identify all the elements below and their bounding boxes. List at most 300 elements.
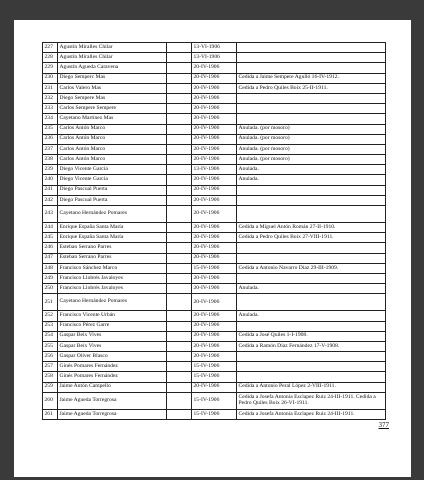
row-date-text: 20-IV-1906 (193, 312, 220, 319)
row-blank (167, 382, 192, 392)
row-name (58, 362, 167, 372)
row-date (192, 321, 237, 331)
row-number-text: 259 (44, 383, 53, 390)
table-row (43, 114, 386, 124)
row-name (58, 206, 167, 223)
row-number (43, 382, 58, 392)
row-blank (167, 73, 192, 83)
row-name (58, 155, 167, 165)
row-number (43, 114, 58, 124)
row-note-text: Anulada. (por mosoro) (238, 155, 290, 162)
row-date-text: 13-VI-1906 (193, 53, 220, 60)
row-date (192, 63, 237, 73)
table-row (43, 144, 386, 154)
document-page (14, 20, 411, 477)
row-date-text: 20-IV-1906 (193, 115, 220, 122)
row-name-text: Ginés Pomares Fernández (59, 363, 118, 370)
row-number (43, 43, 58, 53)
row-name (58, 294, 167, 311)
row-note-text: Cedida a Miguel Antón Román 27-II-1910. (238, 223, 336, 230)
row-date (192, 124, 237, 134)
row-number-text: 232 (44, 94, 53, 101)
row-name-text: Carlos Antón Marco (59, 135, 106, 142)
table-row (43, 341, 386, 351)
row-note-text: Cedida a Pedro Quiles Boix 25-II-1911. (238, 84, 328, 91)
row-date (192, 206, 237, 223)
row-number-text: 249 (44, 274, 53, 281)
row-blank (167, 155, 192, 165)
row-name-text: Gaspar Oliver Blasco (59, 352, 108, 359)
row-name-text: Francisco Llobrés Javaloyes (59, 284, 123, 291)
row-date-text: 20-IV-1906 (193, 176, 220, 183)
row-blank (167, 104, 192, 114)
row-date (192, 195, 237, 205)
row-blank (167, 134, 192, 144)
register-table-body (43, 43, 386, 420)
row-name-text: Francisco Llobrés Javaloyes (59, 274, 123, 281)
row-blank (167, 114, 192, 124)
row-number (43, 83, 58, 93)
row-note (237, 382, 386, 392)
row-note (237, 195, 386, 205)
row-note-text: Anulada. (por mosoro) (238, 125, 290, 132)
row-blank (167, 331, 192, 341)
row-date-text: 15-IV-1906 (193, 410, 220, 417)
row-blank (167, 185, 192, 195)
row-name (58, 284, 167, 294)
row-name (58, 144, 167, 154)
row-date-text: 20-IV-1906 (193, 125, 220, 132)
row-date-text: 20-IV-1906 (193, 322, 220, 329)
row-date (192, 175, 237, 185)
row-note (237, 284, 386, 294)
row-blank (167, 165, 192, 175)
row-date-text: 20-IV-1906 (193, 332, 220, 339)
table-row (43, 185, 386, 195)
table-row (43, 362, 386, 372)
row-number (43, 233, 58, 243)
row-note-text: Cedida a Pedro Quiles Boix 27-VIII-1911. (238, 233, 334, 240)
row-date (192, 233, 237, 243)
row-date-text: 20-IV-1906 (193, 94, 220, 101)
row-number (43, 362, 58, 372)
row-note (237, 104, 386, 114)
row-date-text: 20-IV-1906 (193, 352, 220, 359)
row-name (58, 382, 167, 392)
row-number (43, 284, 58, 294)
row-name (58, 104, 167, 114)
table-row (43, 155, 386, 165)
row-date (192, 144, 237, 154)
row-number (43, 311, 58, 321)
row-note-text: Cedida a Antonio Peral López 2-VIII-1911. (238, 383, 336, 390)
row-name-text: Francisco Sánchez Marco (59, 264, 118, 271)
row-note (237, 165, 386, 175)
row-date (192, 43, 237, 53)
row-number (43, 144, 58, 154)
row-name (58, 372, 167, 382)
row-note (237, 134, 386, 144)
row-number (43, 63, 58, 73)
row-date (192, 372, 237, 382)
row-name (58, 114, 167, 124)
table-row (43, 331, 386, 341)
table-row (43, 243, 386, 253)
table-row (43, 284, 386, 294)
row-name-text: Carlos Antón Marco (59, 125, 106, 132)
row-date (192, 114, 237, 124)
table-row (43, 382, 386, 392)
row-blank (167, 362, 192, 372)
table-row (43, 253, 386, 263)
row-name-text: Francisco Pérez Garre (59, 322, 110, 329)
row-date (192, 223, 237, 233)
row-date (192, 155, 237, 165)
row-name (58, 352, 167, 362)
row-blank (167, 311, 192, 321)
row-number (43, 263, 58, 273)
row-number (43, 155, 58, 165)
row-name (58, 165, 167, 175)
table-row (43, 73, 386, 83)
row-blank (167, 53, 192, 63)
row-date-text: 20-IV-1906 (193, 254, 220, 261)
row-number (43, 134, 58, 144)
table-row (43, 93, 386, 103)
row-date-text: 20-IV-1906 (193, 383, 220, 390)
row-number-text: 235 (44, 125, 53, 132)
row-name-text: Gaspar Beix Vives (59, 332, 102, 339)
row-blank (167, 294, 192, 311)
row-name (58, 83, 167, 93)
row-date (192, 311, 237, 321)
row-number-text: 250 (44, 284, 53, 291)
row-name (58, 392, 167, 409)
row-note (237, 294, 386, 311)
row-name-text: Jaime Agueda Torregrosa (59, 410, 117, 417)
row-note (237, 392, 386, 409)
table-row (43, 43, 386, 53)
row-number-text: 227 (44, 43, 53, 50)
table-row (43, 233, 386, 243)
row-date-text: 13-VI-1906 (193, 43, 220, 50)
row-name-text: Diego Semperc Mas (59, 74, 106, 81)
row-number-text: 240 (44, 176, 53, 183)
table-row (43, 273, 386, 283)
row-date (192, 263, 237, 273)
row-date-text: 20-IV-1906 (193, 104, 220, 111)
row-date (192, 53, 237, 63)
row-note (237, 53, 386, 63)
row-name-text: Carlos Valero Mas (59, 84, 102, 91)
row-note (237, 83, 386, 93)
row-note (237, 341, 386, 351)
table-row (43, 104, 386, 114)
row-date-text: 20-IV-1906 (193, 186, 220, 193)
row-number-text: 248 (44, 264, 53, 271)
row-date-text: 20-IV-1906 (193, 342, 220, 349)
table-row (43, 311, 386, 321)
row-number (43, 185, 58, 195)
table-row (43, 124, 386, 134)
row-name (58, 223, 167, 233)
table-row (43, 195, 386, 205)
row-number (43, 206, 58, 223)
row-number-text: 239 (44, 166, 53, 173)
row-name-text: Cayetano Martínez Mas (59, 115, 114, 122)
row-blank (167, 284, 192, 294)
row-note-text: Anulada. (238, 176, 259, 183)
row-name-text: Esteban Serrano Parres (59, 254, 112, 261)
row-note (237, 273, 386, 283)
table-row (43, 134, 386, 144)
row-date-text: 20-IV-1906 (193, 223, 220, 230)
row-date-text: 15-IV-1906 (193, 397, 220, 404)
row-note-text: Cedida a Josefa Antonia Esclapez Ruiz 24-III-1911. Cedida a Pedro Quiles Boix 26-VI-1911. (238, 393, 376, 406)
table-row (43, 206, 386, 223)
row-name (58, 43, 167, 53)
row-date-text: 20-IV-1906 (193, 210, 220, 217)
row-number-text: 246 (44, 244, 53, 251)
table-row (43, 321, 386, 331)
row-blank (167, 321, 192, 331)
row-name-text: Jaime Agueda Torregrosa (59, 396, 117, 403)
row-note (237, 206, 386, 223)
row-blank (167, 263, 192, 273)
row-blank (167, 253, 192, 263)
row-date-text: 20-IV-1906 (193, 274, 220, 281)
row-name (58, 134, 167, 144)
table-row (43, 175, 386, 185)
row-name (58, 124, 167, 134)
row-number (43, 352, 58, 362)
row-name (58, 409, 167, 419)
row-note (237, 311, 386, 321)
row-blank (167, 93, 192, 103)
row-name (58, 53, 167, 63)
row-number-text: 247 (44, 254, 53, 261)
row-name-text: Gaspar Beix Vives (59, 342, 102, 349)
row-blank (167, 372, 192, 382)
row-note (237, 263, 386, 273)
row-note (237, 233, 386, 243)
row-number (43, 341, 58, 351)
row-note-text: Anulada. (por mosoro) (238, 135, 290, 142)
row-name-text: Enrique España Santa María (59, 233, 124, 240)
row-note (237, 185, 386, 195)
row-number-text: 234 (44, 115, 53, 122)
row-number (43, 253, 58, 263)
row-name (58, 311, 167, 321)
row-number (43, 53, 58, 63)
row-note (237, 144, 386, 154)
row-date (192, 165, 237, 175)
row-blank (167, 341, 192, 351)
row-date-text: 20-IV-1906 (193, 155, 220, 162)
row-note (237, 63, 386, 73)
row-note (237, 321, 386, 331)
row-blank (167, 206, 192, 223)
row-number-text: 244 (44, 223, 53, 230)
row-number-text: 245 (44, 233, 53, 240)
row-name-text: Carlos Antón Marco (59, 155, 106, 162)
row-name-text: Francisco Vicente Urbán (59, 312, 115, 319)
row-date (192, 83, 237, 93)
row-number-text: 251 (44, 298, 53, 305)
row-number (43, 243, 58, 253)
table-row (43, 352, 386, 362)
row-number-text: 228 (44, 53, 53, 60)
row-note (237, 175, 386, 185)
row-number-text: 258 (44, 373, 53, 380)
row-date-text: 15-IV-1906 (193, 363, 220, 370)
row-blank (167, 352, 192, 362)
table-row (43, 83, 386, 93)
row-blank (167, 43, 192, 53)
row-number-text: 230 (44, 74, 53, 81)
row-note (237, 243, 386, 253)
row-name (58, 253, 167, 263)
row-date (192, 104, 237, 114)
row-note (237, 93, 386, 103)
row-number-text: 242 (44, 196, 53, 203)
row-date-text: 20-IV-1906 (193, 84, 220, 91)
row-blank (167, 273, 192, 283)
row-name-text: Diego Pascual Puerta (59, 186, 108, 193)
row-blank (167, 124, 192, 134)
row-date (192, 409, 237, 419)
row-name (58, 273, 167, 283)
row-date (192, 273, 237, 283)
row-date-text: 20-IV-1906 (193, 135, 220, 142)
row-number-text: 260 (44, 397, 53, 404)
row-number-text: 255 (44, 342, 53, 349)
page-number: 377 (378, 421, 389, 429)
row-date (192, 392, 237, 409)
row-date-text: 15-IV-1906 (193, 373, 220, 380)
row-number-text: 241 (44, 186, 53, 193)
row-date (192, 362, 237, 372)
row-number (43, 392, 58, 409)
row-date (192, 243, 237, 253)
row-note-text: Cedida a Ramón Díaz Fernández 17-V-1908. (238, 342, 340, 349)
row-blank (167, 233, 192, 243)
row-number (43, 321, 58, 331)
row-name (58, 195, 167, 205)
row-blank (167, 223, 192, 233)
row-date (192, 341, 237, 351)
row-number (43, 294, 58, 311)
table-row (43, 392, 386, 409)
row-number (43, 273, 58, 283)
row-name-text: Jaime Antón Campello (59, 383, 111, 390)
row-note (237, 73, 386, 83)
row-date (192, 253, 237, 263)
row-number-text: 252 (44, 312, 53, 319)
row-date (192, 352, 237, 362)
row-note-text: Anulada. (por mosoro) (238, 145, 290, 152)
row-name-text: Diego Vicente García (59, 166, 108, 173)
row-note (237, 114, 386, 124)
row-date-text: 20-IV-1906 (193, 196, 220, 203)
row-number-text: 233 (44, 104, 53, 111)
row-date (192, 284, 237, 294)
row-number-text: 231 (44, 84, 53, 91)
row-date (192, 73, 237, 83)
row-name-text: Carlos Sempere Sempere (59, 104, 117, 111)
table-row (43, 409, 386, 419)
row-number-text: 253 (44, 322, 53, 329)
row-date-text: 20-IV-1906 (193, 284, 220, 291)
row-number-text: 256 (44, 352, 53, 359)
row-name (58, 341, 167, 351)
row-name (58, 321, 167, 331)
table-row (43, 294, 386, 311)
row-number-text: 243 (44, 210, 53, 217)
row-number (43, 73, 58, 83)
row-note-text: Cedida a Antonio Navarro Díaz 29-III-1909. (238, 264, 339, 271)
row-note-text: Anulada. (238, 284, 259, 291)
row-note (237, 372, 386, 382)
row-name-text: Esteban Serrano Parres (59, 244, 112, 251)
row-note (237, 43, 386, 53)
row-number-text: 237 (44, 145, 53, 152)
row-note (237, 223, 386, 233)
row-blank (167, 243, 192, 253)
row-number (43, 165, 58, 175)
row-note-text: Anulada. (238, 312, 259, 319)
row-name-text: Agustín Miralles Chilar (59, 53, 113, 60)
row-name-text: Diego Vicente García (59, 176, 108, 183)
row-number-text: 254 (44, 332, 53, 339)
row-number (43, 195, 58, 205)
row-note (237, 409, 386, 419)
row-date-text: 20-IV-1906 (193, 244, 220, 251)
row-name-text: Diego Sempere Mas (59, 94, 106, 101)
row-date (192, 134, 237, 144)
row-number (43, 124, 58, 134)
table-row (43, 223, 386, 233)
row-date-text: 13-IV-1906 (193, 166, 220, 173)
row-number (43, 372, 58, 382)
row-note (237, 253, 386, 263)
row-note (237, 124, 386, 134)
row-date-text: 20-IV-1906 (193, 74, 220, 81)
row-name (58, 175, 167, 185)
row-date (192, 93, 237, 103)
row-name-text: Cayetano Hernández Pomares (59, 210, 127, 217)
row-name-text: Cayetano Hernández Pomares (59, 298, 127, 305)
row-note-text: Cedida a Jaime Sempere Agulló 16-IV-1912. (238, 74, 339, 81)
row-number-text: 257 (44, 363, 53, 370)
row-number-text: 236 (44, 135, 53, 142)
row-number-text: 261 (44, 410, 53, 417)
row-date (192, 382, 237, 392)
row-name-text: Carlos Antón Marco (59, 145, 106, 152)
row-date (192, 185, 237, 195)
table-row (43, 63, 386, 73)
table-row (43, 263, 386, 273)
row-name (58, 233, 167, 243)
register-table (42, 42, 386, 420)
row-note-text: Anulada. (238, 166, 259, 173)
row-note-text: Cedida a Josefa Antonia Esclapez Ruiz 24-III-1911. (238, 410, 355, 417)
row-date-text: 20-IV-1906 (193, 145, 220, 152)
row-number-text: 238 (44, 155, 53, 162)
row-note (237, 362, 386, 372)
row-blank (167, 195, 192, 205)
row-name (58, 63, 167, 73)
